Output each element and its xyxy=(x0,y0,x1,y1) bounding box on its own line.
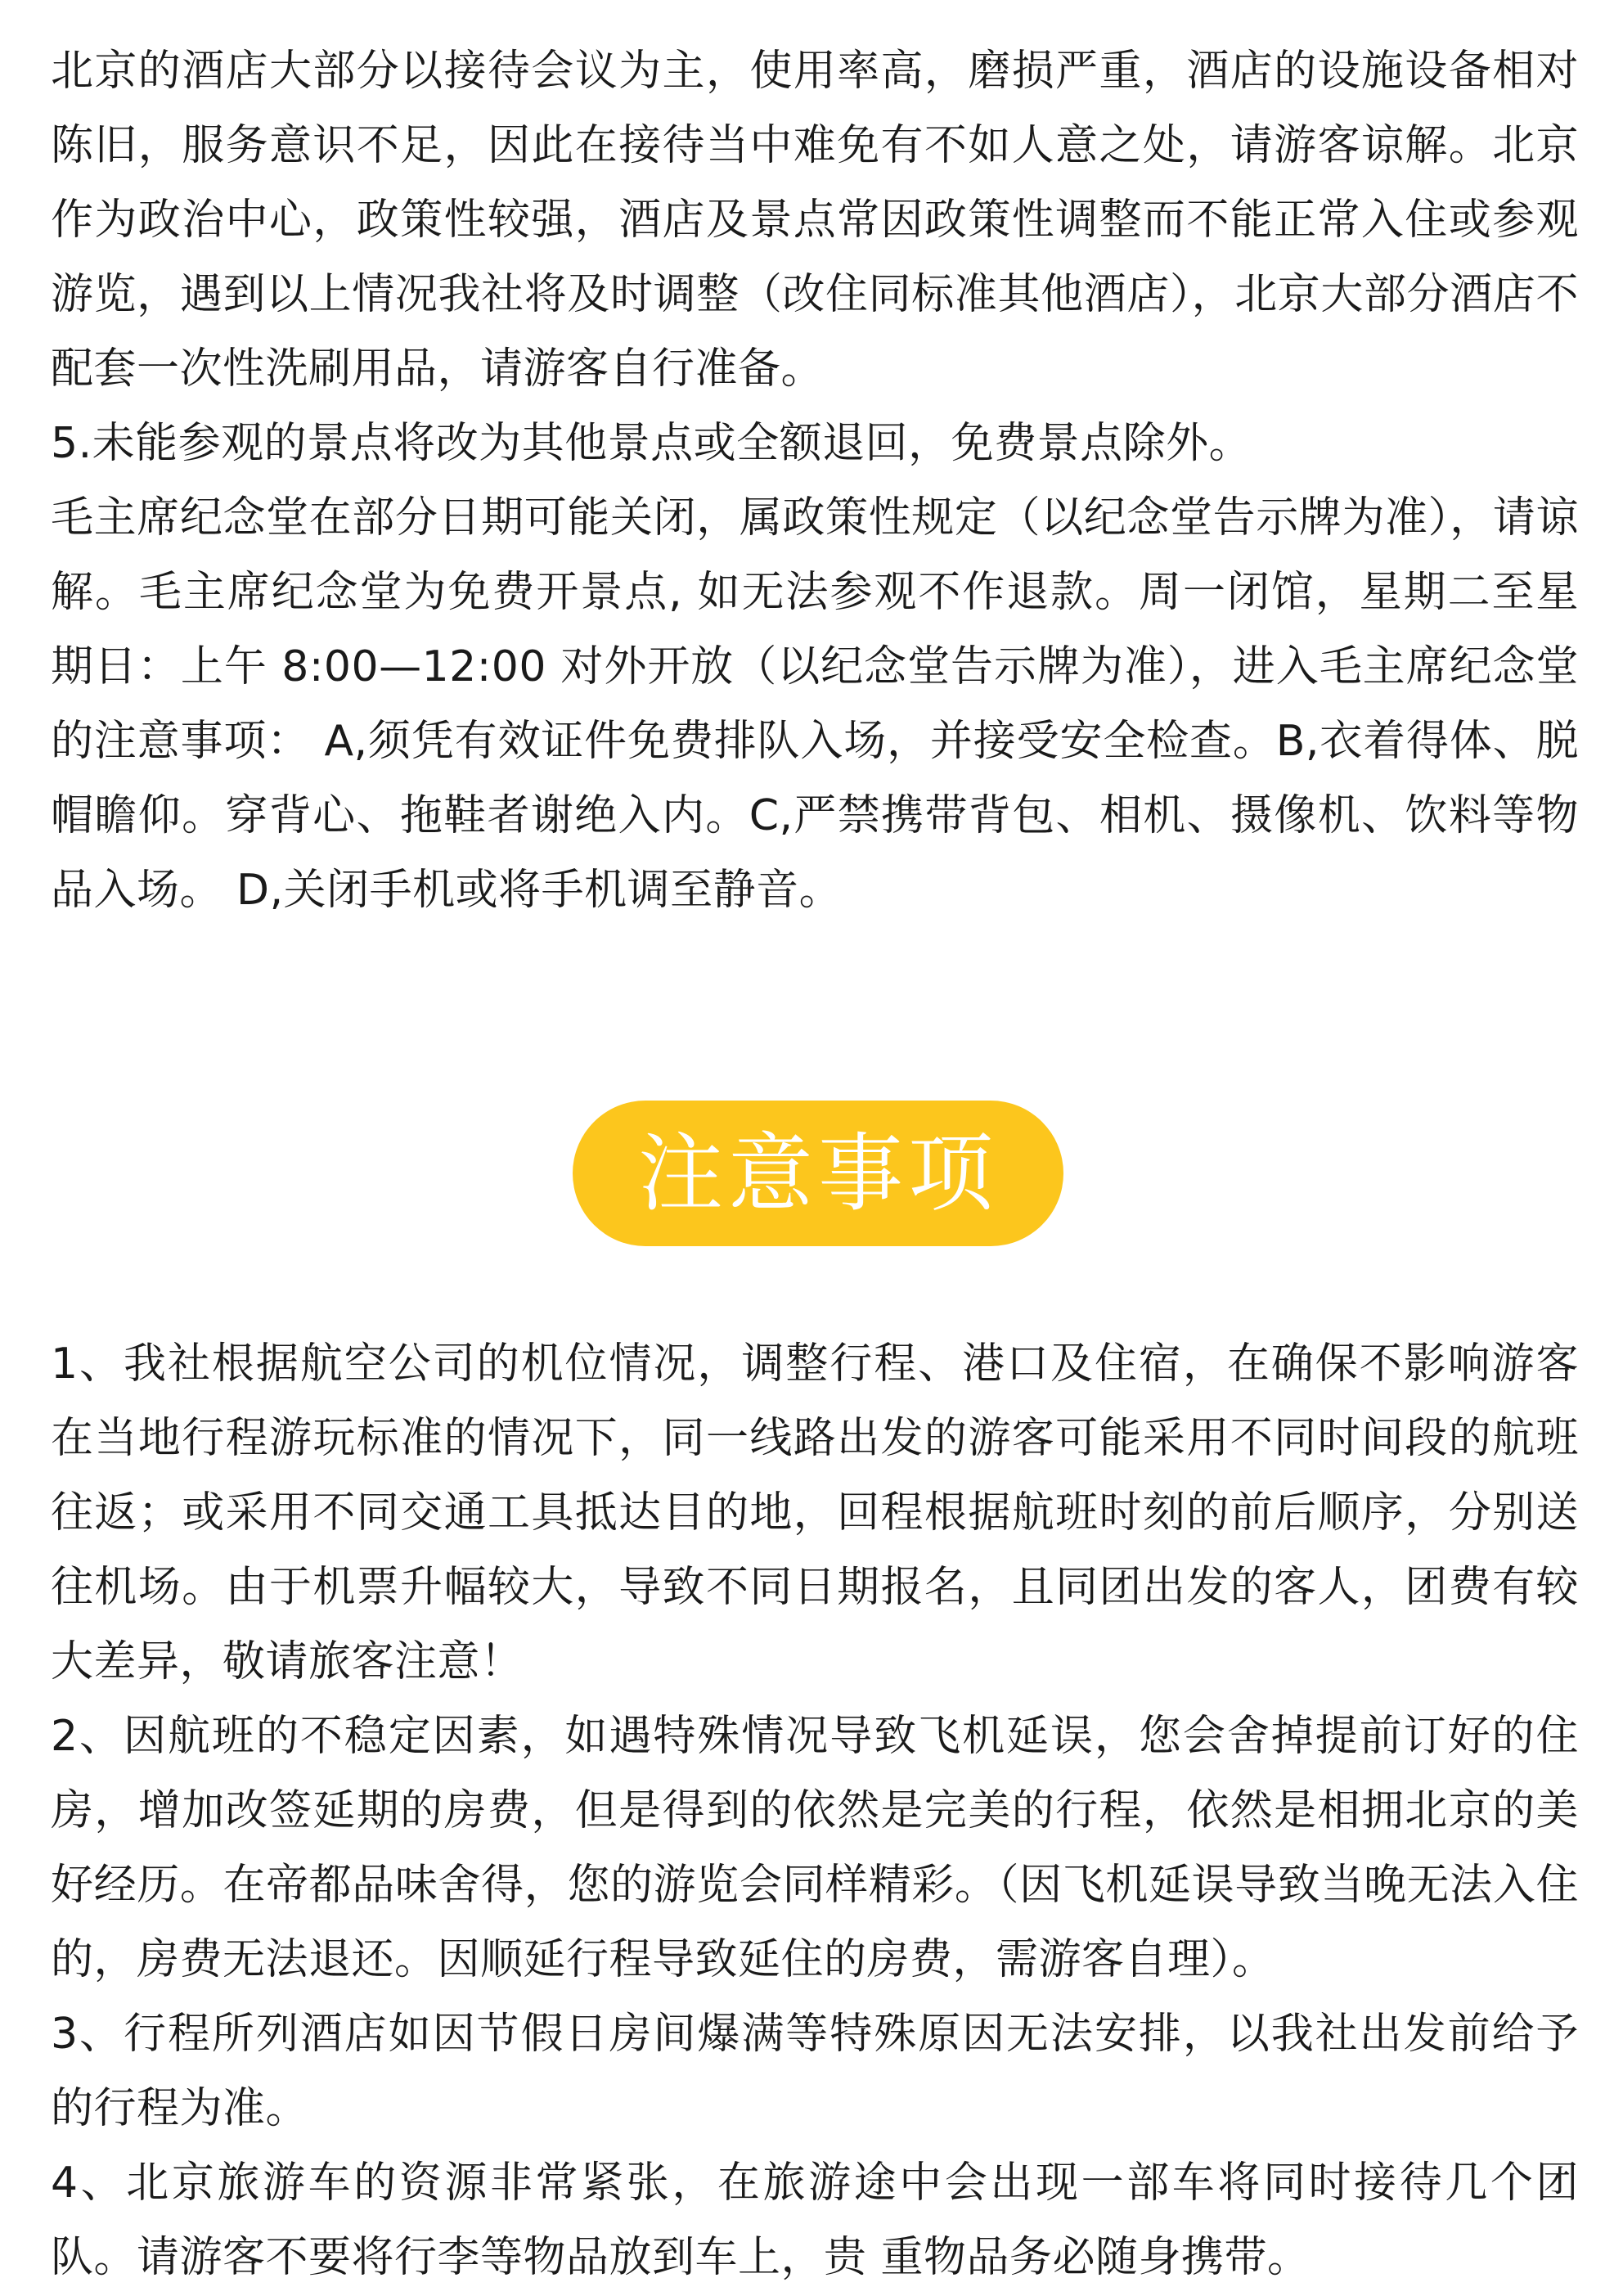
unvisited-sites-paragraph: 5.未能参观的景点将改为其他景点或全额退回，免费景点除外。 xyxy=(51,419,1252,468)
section-heading: 注意事项 xyxy=(637,1123,998,1223)
hotel-notice-paragraph: 北京的酒店大部分以接待会议为主，使用率高，磨损严重，酒店的设施设备相对陈旧，服务意识不足，因此在接待当中难免有不如人意之处，请游客谅解。北京作为政治中心，政策性较强，酒店及景点常因政策性调整而不能正常入住或参观游览，遇到以上情况我社将及时调整（改住同标准其他酒店），北京大部分酒店不配套一次性洗刷用品，请游客自行准备。 xyxy=(51,47,1579,394)
notice-item-2: 2、因航班的不稳定因素，如遇特殊情况导致飞机延误，您会舍掉提前订好的住房，增加改签延期的房费，但是得到的依然是完美的行程，依然是相拥北京的美好经历。在帝都品味舍得，您的游览会同样精彩。（因飞机延误导致当晚无法入住的，房费无法退还。因顺延行程导致延住的房费，需游客自理）。 xyxy=(51,1712,1579,1984)
notice-item-1: 1、我社根据航空公司的机位情况，调整行程、港口及住宿，在确保不影响游客在当地行程游玩标准的情况下，同一线路出发的游客可能采用不同时间段的航班往返；或采用不同交通工具抵达目的地，回程根据航班时刻的前后顺序，分别送往机场。由于机票升幅较大，导致不同日期报名，且同团出发的客人，团费有较大差异，敬请旅客注意！ xyxy=(51,1339,1579,1686)
intro-section xyxy=(51,34,1579,928)
notice-list xyxy=(51,1327,1579,2295)
notice-item-3: 3、行程所列酒店如因节假日房间爆满等特殊原因无法安排，以我社出发前给予的行程为准。 xyxy=(51,2010,1579,2133)
section-heading-badge xyxy=(573,1101,1063,1246)
memorial-hall-paragraph: 毛主席纪念堂在部分日期可能关闭，属政策性规定（以纪念堂告示牌为准），请谅解。毛主席纪念堂为免费开景点, 如无法参观不作退款。周一闭馆，星期二至星期日：上午 8:00—12:00 对外开放（以纪念堂告示牌为准），进入毛主席纪念堂的注意事项： A,须凭有效证件免费排队入场，并接受安全检查。B,衣着得体、脱帽瞻仰。穿背心、拖鞋者谢绝入内。C,严禁携带背包、相机、摄像机、饮料等物品入场。 D,关闭手机或将手机调至静音。 xyxy=(51,493,1579,915)
notice-item-4: 4、北京旅游车的资源非常紧张，在旅游途中会出现一部车将同时接待几个团队。请游客不要将行李等物品放到车上，贵 重物品务必随身携带。 xyxy=(51,2159,1579,2282)
